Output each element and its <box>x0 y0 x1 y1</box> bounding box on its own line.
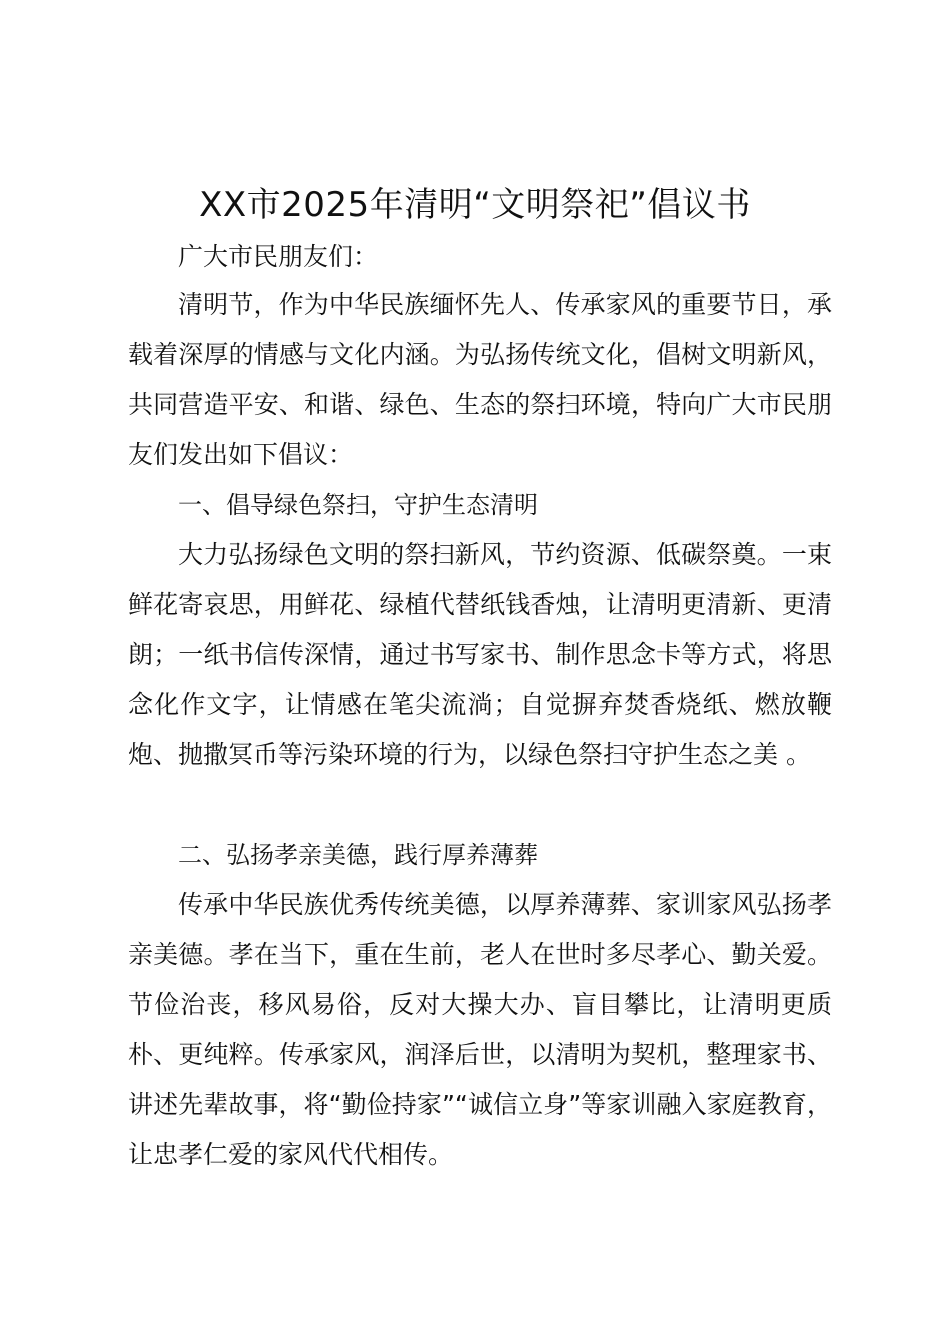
section-2-heading: 二、弘扬孝亲美德，践行厚养薄葬 <box>178 841 538 869</box>
intro-paragraph: 清明节，作为中华民族缅怀先人、传承家风的重要节日，承载着深厚的情感与文化内涵。为弘扬传统文化，倡树文明新风，共同营造平安、和谐、绿色、生态的祭扫环境，特向广大市民朋友们发出如下倡议： <box>128 290 832 469</box>
section-2-paragraph: 传承中华民族优秀传统美德，以厚养薄葬、家训家风弘扬孝亲美德。孝在当下，重在生前，老人在世时多尽孝心、勤关爱。节俭治丧，移风易俗，反对大操大办、盲目攀比，让清明更质朴、更纯粹。传承家风，润泽后世，以清明为契机，整理家书、讲述先辈故事，将“勤俭持家”“诚信立身”等家训融入家庭教育，让忠孝仁爱的家风代代相传。 <box>128 890 832 1169</box>
section-1-paragraph: 大力弘扬绿色文明的祭扫新风，节约资源、低碳祭奠。一束鲜花寄哀思，用鲜花、绿植代替纸钱香烛，让清明更清新、更清朗；一纸书信传深情，通过书写家书、制作思念卡等方式，将思念化作文字，让情感在笔尖流淌；自觉摒弃焚香烧纸、燃放鞭炮、抛撒冥币等污染环境的行为，以绿色祭扫守护生态之美 。 <box>128 540 832 769</box>
salutation: 广大市民朋友们： <box>178 242 379 271</box>
document-title: XX市2025年清明“文明祭祀”倡议书 <box>199 185 751 225</box>
section-1-heading: 一、倡导绿色祭扫，守护生态清明 <box>178 491 538 519</box>
